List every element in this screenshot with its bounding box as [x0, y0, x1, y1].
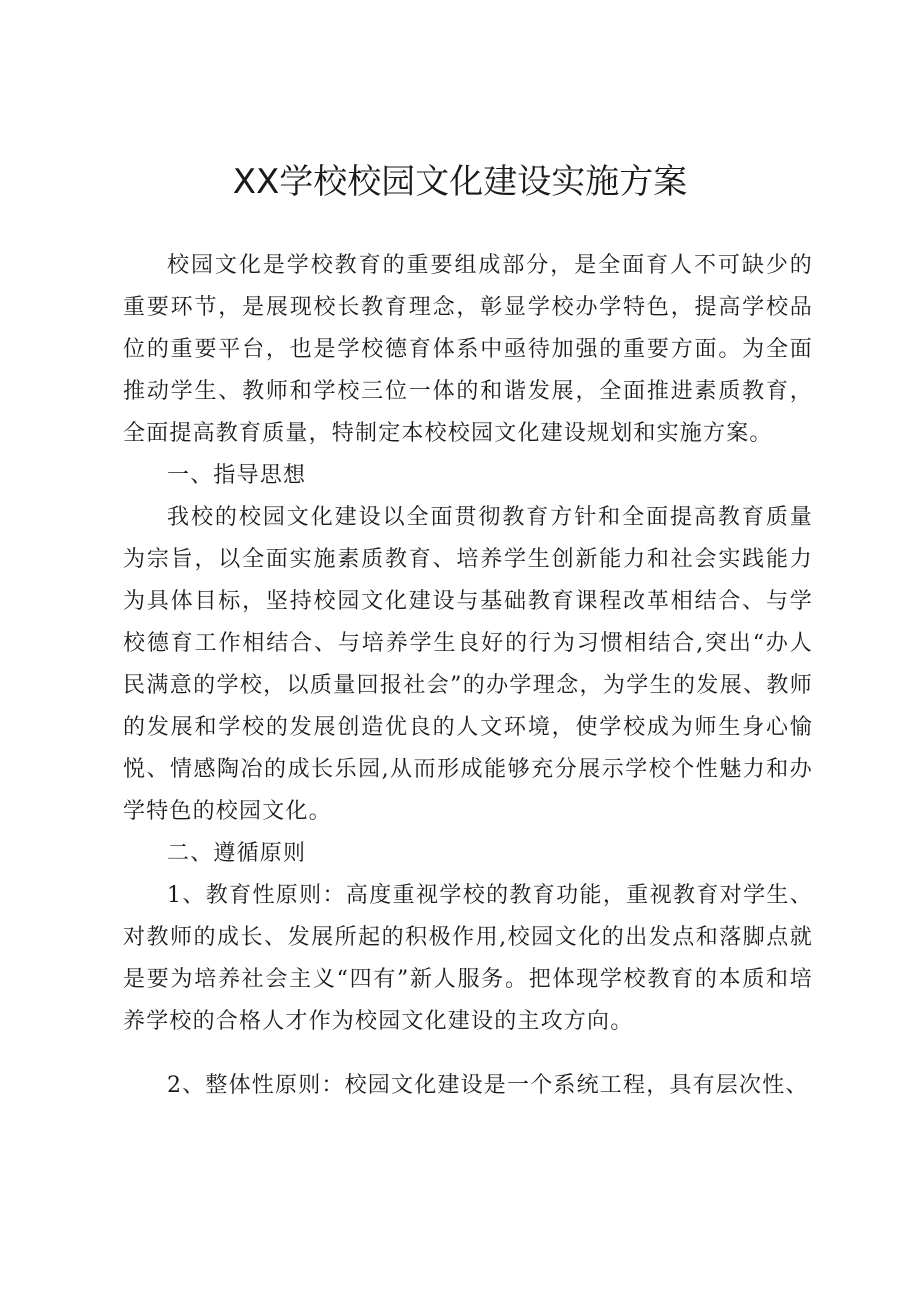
- guiding-thought-paragraph: 我校的校园文化建设以全面贯彻教育方针和全面提高教育质量为宗旨，以全面实施素质教育、培养学生创新能力和社会实践能力为具体目标，坚持校园文化建设与基础教育课程改革相结合、与学校德育工作相结合、与培养学生良好的行为习惯相结合,突出“办人民满意的学校，以质量回报社会”的办学理念，为学生的发展、教师的发展和学校的发展创造优良的人文环境，使学校成为师生身心愉悦、情感陶冶的成长乐园,从而形成能够充分展示学校个性魅力和办学特色的校园文化。: [123, 505, 813, 824]
- document-body: [123, 245, 813, 1107]
- intro-paragraph: 校园文化是学校教育的重要组成部分，是全面育人不可缺少的重要环节，是展现校长教育理念，彰显学校办学特色，提高学校品位的重要平台，也是学校德育体系中亟待加强的重要方面。为全面推动学生、教师和学校三位一体的和谐发展，全面推进素质教育，全面提高教育质量，特制定本校校园文化建设规划和实施方案。: [123, 253, 813, 446]
- section-heading-principles: 二、遵循原则: [167, 841, 307, 866]
- principle-2-paragraph: 2、整体性原则：校园文化建设是一个系统工程，具有层次性、: [167, 1073, 809, 1098]
- section-heading-guiding-thought: 一、指导思想: [167, 463, 307, 488]
- principle-1-paragraph: 1、教育性原则：高度重视学校的教育功能，重视教育对学生、对教师的成长、发展所起的积极作用,校园文化的出发点和落脚点就是要为培养社会主义“四有”新人服务。把体现学校教育的本质和培养学校的合格人才作为校园文化建设的主攻方向。: [123, 883, 813, 1034]
- document-title: XX学校校园文化建设实施方案: [232, 162, 688, 202]
